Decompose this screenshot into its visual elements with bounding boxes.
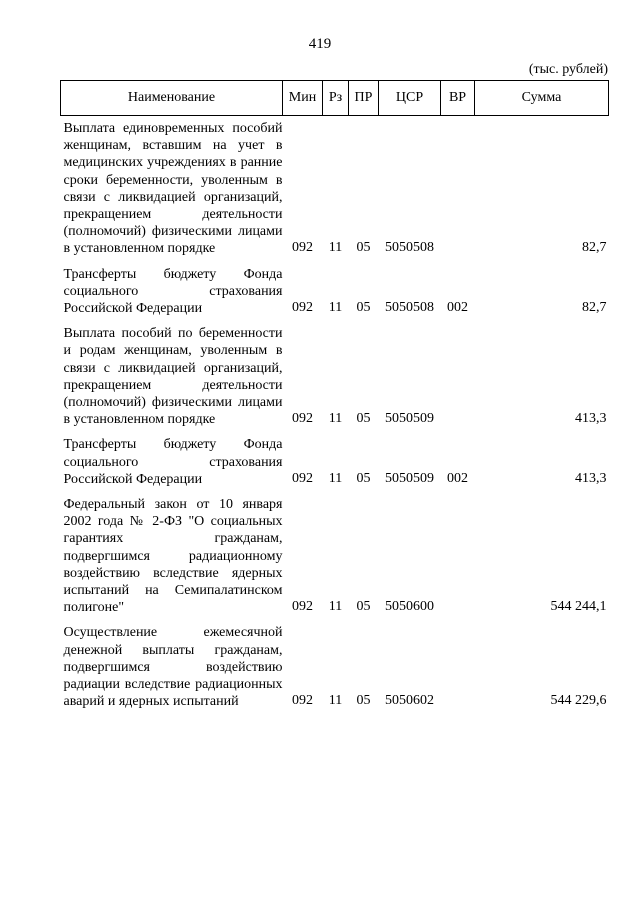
row-name: Осуществление ежемесячной денежной выплаты гражданам, подвергшимся воздействию радиации вследствие радиационных аварий и ядерных испытаний bbox=[63, 625, 283, 710]
row-name: Выплата единовременных пособий женщинам, вставшим на учет в медицинских учреждениях в ранние сроки беременности, уволенным в связи с ликвидацией организаций, прекращением деятельности (полномочий) физическими лицами в установленном порядке bbox=[63, 121, 283, 257]
row-sum: 413,3 bbox=[575, 470, 607, 486]
row-min: 092 bbox=[292, 411, 313, 427]
row-pr: 05 bbox=[356, 300, 371, 316]
row-pr: 05 bbox=[356, 411, 371, 427]
row-rz: 11 bbox=[328, 240, 343, 256]
row-name: Трансферты бюджету Фонда социального страхования Российской Федерации bbox=[63, 266, 283, 317]
header-sum: Сумма bbox=[475, 81, 609, 116]
row-csr: 5050600 bbox=[385, 599, 434, 615]
header-name: Наименование bbox=[61, 81, 283, 116]
row-rz: 11 bbox=[328, 411, 343, 427]
table-row bbox=[61, 321, 609, 432]
table-row bbox=[61, 492, 609, 620]
table-row bbox=[61, 116, 609, 262]
row-csr: 5050602 bbox=[385, 693, 434, 709]
row-csr: 5050508 bbox=[385, 240, 434, 256]
row-rz: 11 bbox=[328, 693, 343, 709]
row-rz: 11 bbox=[328, 300, 343, 316]
table-row bbox=[61, 432, 609, 492]
header-rz: Рз bbox=[323, 81, 349, 116]
table-row bbox=[61, 620, 609, 714]
header-vr: ВР bbox=[441, 81, 475, 116]
row-csr: 5050509 bbox=[385, 470, 434, 486]
row-sum: 413,3 bbox=[575, 411, 607, 427]
row-pr: 05 bbox=[356, 470, 371, 486]
row-name: Федеральный закон от 10 января 2002 года № 2-ФЗ "О социальных гарантиях гражданам, подвергшимся радиационному воздействию вследствие ядерных испытаний на Семипалатинском полигоне" bbox=[63, 497, 283, 616]
row-pr: 05 bbox=[356, 599, 371, 615]
row-sum: 82,7 bbox=[582, 300, 607, 316]
table-row bbox=[61, 262, 609, 322]
row-rz: 11 bbox=[328, 599, 343, 615]
row-vr: 002 bbox=[447, 470, 468, 486]
row-csr: 5050509 bbox=[385, 411, 434, 427]
header-min: Мин bbox=[283, 81, 323, 116]
table-header-row bbox=[61, 81, 609, 116]
units-label: (тыс. рублей) bbox=[528, 62, 608, 77]
header-csr: ЦСР bbox=[379, 81, 441, 116]
row-vr: 002 bbox=[447, 300, 468, 316]
page-number: 419 bbox=[308, 36, 332, 52]
row-min: 092 bbox=[292, 300, 313, 316]
row-sum: 82,7 bbox=[582, 240, 607, 256]
row-vr bbox=[441, 620, 475, 714]
row-min: 092 bbox=[292, 240, 313, 256]
row-csr: 5050508 bbox=[385, 300, 434, 316]
budget-table bbox=[60, 80, 609, 715]
row-min: 092 bbox=[292, 470, 313, 486]
row-name: Выплата пособий по беременности и родам женщинам, уволенным в связи с ликвидацией организаций, прекращением деятельности (полномочий) физическими лицами в установленном порядке bbox=[63, 326, 283, 428]
row-sum: 544 229,6 bbox=[550, 693, 607, 709]
row-vr bbox=[441, 492, 475, 620]
row-rz: 11 bbox=[328, 470, 343, 486]
row-pr: 05 bbox=[356, 240, 371, 256]
row-pr: 05 bbox=[356, 693, 371, 709]
row-min: 092 bbox=[292, 693, 313, 709]
row-vr bbox=[441, 116, 475, 262]
header-pr: ПР bbox=[349, 81, 379, 116]
row-sum: 544 244,1 bbox=[550, 599, 607, 615]
row-min: 092 bbox=[292, 599, 313, 615]
row-name: Трансферты бюджету Фонда социального страхования Российской Федерации bbox=[63, 437, 283, 487]
row-vr bbox=[441, 321, 475, 432]
